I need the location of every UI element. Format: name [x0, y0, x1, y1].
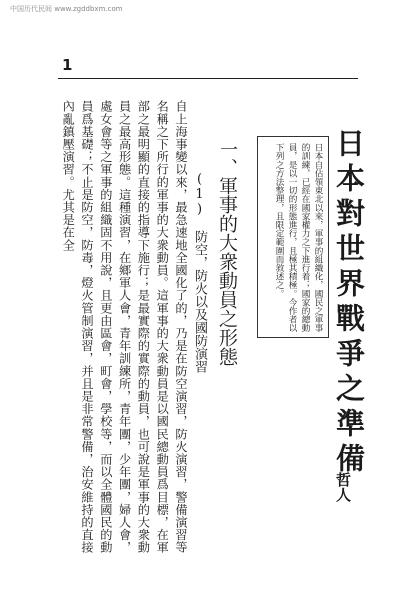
subsection-heading: (1) 防空，防火以及國防演習 — [192, 172, 207, 373]
header-rule — [58, 78, 358, 79]
body-text: 自上海事變以來，最急速地全國化了的，乃是在防空演習，防火演習，警備演習等名稱之下所行的軍事的大衆動員。這軍事的大衆動員是以國民總動員爲目標，在軍部之最明顯的直接的指導下施行；是最實際的實際的動員，也可說是軍事的大衆動員之最高形態。這種演習，在鄉軍人會，青年訓練所，青年團，少年團，婦人會，處女會等之軍事的組織固不用說，且更由區會，町會，學校等，而以全體國民的動員爲基礎；不止是防空，防毒，燈火管制演習，并且是非常警備，治安維持的直接內亂鎮壓演習。尤其是在全 — [61, 100, 188, 554]
watermark: 中国历代民间 www.zgddbxm.com — [10, 5, 123, 13]
author-name: 哲人 — [334, 472, 352, 502]
section-number: 一、 — [217, 140, 238, 176]
intro-box — [257, 136, 329, 338]
section-heading — [215, 140, 239, 366]
intro-text: 日本自佔領東北以來，軍事的組織化，國民之軍事的訓練，已經在國家權力之下進行着；國家的總動員，是以一切的形態進行，且極其積極。今作者以下列之方法整理，且限定範圍而敘述之。 — [274, 143, 323, 333]
page-number: 1 — [62, 56, 73, 74]
article-title: 日本對世界戰爭之準備 — [332, 128, 366, 478]
section-title: 軍事的大衆動員之形態 — [216, 176, 238, 366]
